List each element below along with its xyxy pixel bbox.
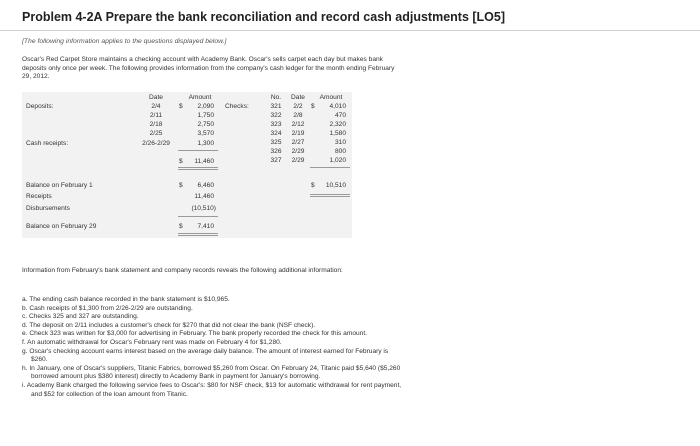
deposit-date: 2/18 [149, 121, 163, 128]
list-item: f. An automatic withdrawal for Oscar's February rent was made on February 4 for $1,280. [22, 338, 282, 346]
page-title: Problem 4-2A Prepare the bank reconciliation and record cash adjustments [LO5] [22, 10, 506, 24]
balance-feb1-label: Balance on February 1 [26, 182, 93, 189]
check-date: 2/8 [293, 112, 303, 119]
deposit-date: 2/11 [149, 112, 163, 119]
list-item: i. Academy Bank charged the following service fees to Oscar's: $80 for NSF check, $13 for automatic withdrawal for rent payment, and $52 for collection of the loan amount from Titanic. [22, 381, 402, 398]
check-date: 2/2 [293, 103, 303, 110]
dollar-sign: $ [311, 103, 315, 110]
check-amount: 1,020 [329, 157, 346, 164]
check-amount: 4,010 [329, 103, 346, 110]
check-amount: 470 [334, 112, 346, 119]
dollar-sign: $ [179, 223, 183, 230]
balance-feb29-label: Balance on February 29 [26, 223, 97, 230]
check-date: 2/27 [291, 139, 305, 146]
additional-info-paragraph: Information from February's bank statement and company records reveals the following additional information: [22, 267, 343, 274]
double-rule [310, 194, 350, 197]
checks-header-amount: Amount [319, 94, 343, 101]
intro-paragraph: Oscar's Red Carpet Store maintains a checking account with Academy Bank. Oscar's sells carpet each day but makes bank deposits only once per week. The following provides information from the company's cash ledger for the month ending February 29, 2012. [22, 56, 395, 81]
deposit-date: 2/25 [149, 130, 163, 137]
checks-total: 10,510 [325, 182, 346, 189]
check-number: 327 [270, 157, 282, 164]
deposits-label: Deposits: [26, 103, 54, 110]
checks-header-no: No. [270, 94, 282, 101]
disbursements-value: (10,510) [191, 205, 216, 212]
cash-ledger-table [22, 92, 352, 238]
check-number: 325 [270, 139, 282, 146]
dollar-sign: $ [179, 103, 183, 110]
check-number: 323 [270, 121, 282, 128]
total-rule [178, 216, 218, 217]
deposit-amount: 3,570 [197, 130, 214, 137]
receipts-label: Receipts [26, 193, 52, 200]
check-date: 2/29 [291, 148, 305, 155]
check-number: 324 [270, 130, 282, 137]
double-rule [178, 167, 218, 170]
check-date: 2/19 [291, 130, 305, 137]
dollar-sign: $ [179, 182, 183, 189]
disbursements-label: Disbursements [26, 205, 70, 212]
total-rule [310, 167, 350, 168]
list-item: e. Check 323 was written for $3,000 for advertising in February. The bank properly recorded the check for this amount. [22, 330, 368, 338]
context-note: [The following information applies to the questions displayed below.] [22, 38, 227, 45]
balance-feb29-value: 7,410 [197, 223, 214, 230]
cash-receipts-label: Cash receipts: [26, 140, 69, 147]
deposit-total: 11,460 [194, 158, 214, 165]
check-number: 321 [270, 103, 282, 110]
check-date: 2/29 [291, 157, 305, 164]
checks-header-date: Date [291, 94, 305, 101]
check-amount: 1,580 [329, 130, 346, 137]
receipts-value: 11,460 [194, 193, 214, 200]
list-item: a. The ending cash balance recorded in the bank statement is $10,965. [22, 296, 230, 303]
deposit-amount: 1,750 [197, 112, 214, 119]
deposit-amount: 1,300 [197, 140, 214, 147]
header-date: Date [149, 94, 163, 101]
deposit-date: 2/26-2/29 [142, 140, 170, 147]
header-amount: Amount [188, 94, 212, 101]
balance-feb1-value: 6,460 [197, 182, 214, 189]
double-rule [178, 233, 218, 236]
deposit-date: 2/4 [151, 103, 161, 110]
list-item: d. The deposit on 2/11 includes a customer's check for $270 that did not clear the bank (NSF check). [22, 321, 316, 329]
checks-label: Checks: [225, 103, 249, 110]
list-item: b. Cash receipts of $1,300 from 2/26-2/29 are outstanding. [22, 304, 193, 312]
list-item: c. Checks 325 and 327 are outstanding. [22, 313, 139, 321]
deposit-amount: 2,750 [197, 121, 214, 128]
check-amount: 310 [334, 139, 346, 146]
check-number: 322 [270, 112, 282, 119]
check-amount: 800 [334, 148, 346, 155]
check-number: 326 [270, 148, 282, 155]
info-list [22, 296, 402, 399]
title-divider [0, 30, 700, 31]
total-rule [178, 150, 218, 151]
dollar-sign: $ [311, 182, 315, 189]
dollar-sign: $ [179, 158, 183, 165]
deposit-amount: 2,090 [197, 103, 214, 110]
list-item: g. Oscar's checking account earns interest based on the average daily balance. The amount of interest earned for February is $260. [22, 347, 389, 364]
check-amount: 2,320 [329, 121, 346, 128]
list-item: h. In January, one of Oscar's suppliers, Titanic Fabrics, borrowed $5,260 from Oscar. On February 24, Titanic paid $5,640 ($5,260 borrowed amount plus $380 interest) directly to Academy Bank in payment for January's borrowing. [22, 364, 401, 381]
check-date: 2/12 [291, 121, 305, 128]
